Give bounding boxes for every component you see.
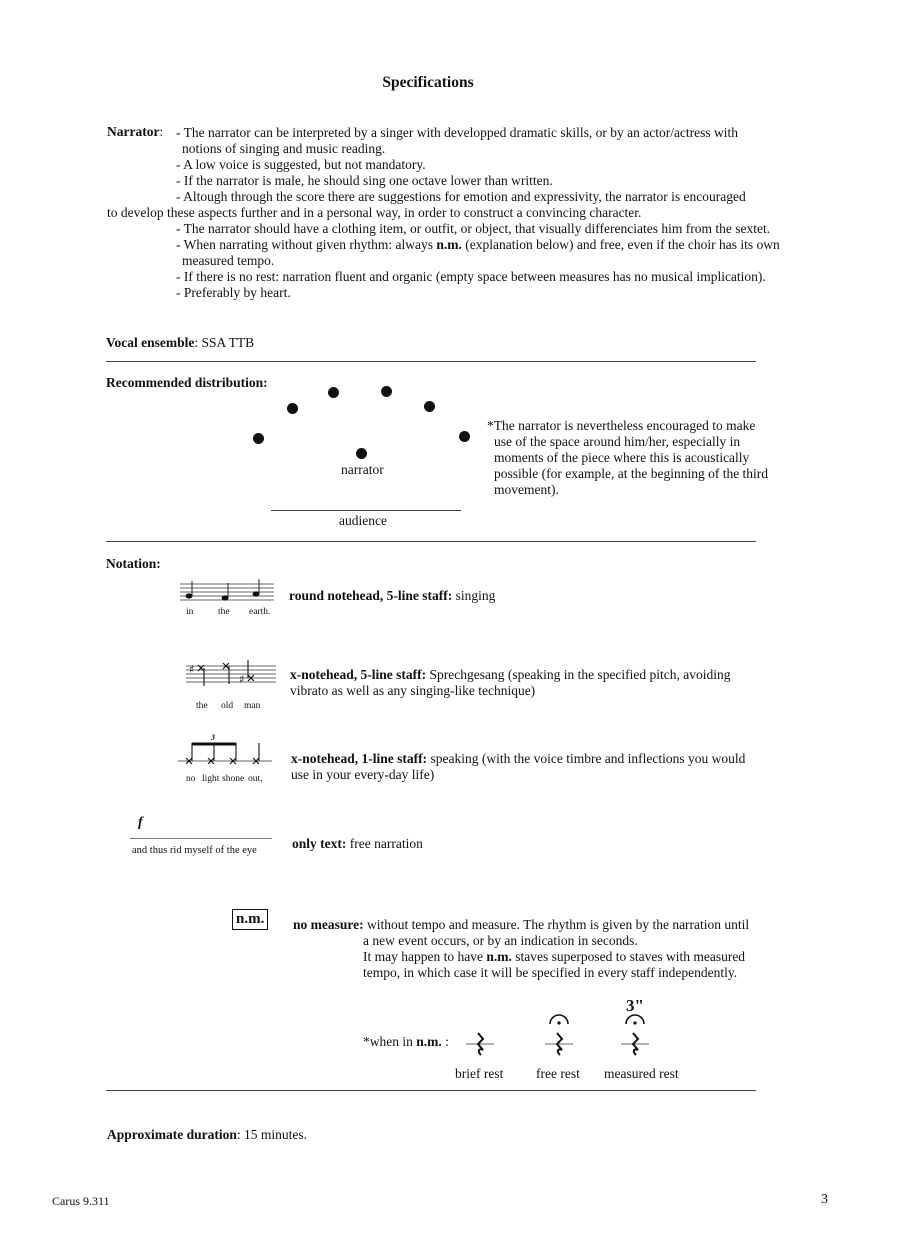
lyric-word: earth.: [249, 607, 271, 617]
no-measure-line-2: a new event occurs, or by an indication in seconds.: [363, 933, 638, 948]
singer-dot: [381, 386, 392, 397]
singer-dot: [253, 433, 264, 444]
lyric-word: old: [221, 701, 234, 711]
distribution-note-1: *The narrator is nevertheless encouraged to make: [487, 418, 756, 433]
notation-label: Notation:: [106, 556, 161, 571]
singer-dot: [328, 387, 339, 398]
narrator-line-8: - When narrating without given rhythm: always n.m. (explanation below) and free, even if the choir has its own: [176, 237, 780, 252]
divider-2: [106, 541, 756, 542]
page-title: Specifications: [382, 74, 474, 91]
narrator-line-10: - If there is no rest: narration fluent and organic (empty space between measures has no musical implication).: [176, 269, 766, 284]
notation-item-sprechgesang: x-notehead, 5-line staff: Sprechgesang (speaking in the specified pitch, avoiding: [290, 667, 731, 682]
singer-dot: [424, 401, 435, 412]
lyric-word: shone: [222, 774, 245, 784]
seconds-indication: 3": [626, 996, 644, 1015]
lyric-word: in: [186, 607, 194, 617]
svg-text:♯: ♯: [239, 673, 245, 686]
narrator-line-9: measured tempo.: [182, 253, 275, 268]
notation-item-speaking: x-notehead, 1-line staff: speaking (with the voice timbre and inflections you would: [291, 751, 746, 766]
dynamic-forte-mark: f: [138, 815, 143, 830]
vocal-ensemble: Vocal ensemble: SSA TTB: [106, 335, 255, 350]
audience-label: audience: [339, 513, 387, 528]
footer-catalog-number: Carus 9.311: [52, 1194, 110, 1208]
singer-dot: [459, 431, 470, 442]
narrator-line-11: - Preferably by heart.: [176, 285, 291, 300]
rest-label-measured: measured rest: [604, 1066, 679, 1081]
distribution-note-2: use of the space around him/her, especially in: [494, 434, 741, 449]
distribution-note-3: moments of the piece where this is acoustically: [494, 450, 750, 465]
narrator-position-label: narrator: [341, 462, 384, 477]
narration-line: [130, 838, 272, 839]
lyric-word: light: [202, 774, 220, 784]
narrator-line-7: - The narrator should have a clothing item, or outfit, or object, that visually differenciates him from the sextet.: [176, 221, 771, 236]
svg-text:♯: ♯: [189, 663, 195, 676]
narrator-line-1: - The narrator can be interpreted by a singer with developped dramatic skills, or by an actor/actress with: [176, 125, 739, 140]
x-notehead-single-line-icon: [178, 740, 274, 766]
singer-dot: [287, 403, 298, 414]
lyric-word: no: [186, 774, 196, 784]
narrator-line-6: to develop these aspects further and in a personal way, in order to construct a convincing character.: [107, 205, 642, 220]
notation-item-only-text: only text: free narration: [292, 836, 423, 851]
notation-item-sprechgesang-cont: vibrato as well as any singing-like technique): [290, 683, 536, 698]
distribution-note-4: possible (for example, at the beginning of the third: [494, 466, 769, 481]
page-number: 3: [821, 1192, 828, 1207]
distribution-note-5: movement).: [494, 482, 559, 497]
tuplet-number: 3: [211, 733, 215, 742]
lyric-word: the: [218, 607, 230, 617]
distribution-label: Recommended distribution:: [106, 375, 268, 390]
lyric-word: man: [244, 701, 261, 711]
narrator-line-4: - If the narrator is male, he should sing one octave lower than written.: [176, 173, 553, 188]
narration-sample: and thus rid myself of the eye: [132, 845, 257, 856]
lyric-word: out,: [248, 774, 263, 784]
narrator-label: Narrator:: [107, 124, 164, 139]
no-measure-line-3: It may happen to have n.m. staves superposed to staves with measured: [363, 949, 746, 964]
lyric-word: the: [196, 701, 208, 711]
narrator-line-5: - Altough through the score there are suggestions for emotion and expressivity, the narrator is encouraged: [176, 189, 746, 204]
free-rest-fermata-icon: [543, 1014, 575, 1062]
brief-rest-icon: [466, 1030, 496, 1060]
x-notehead-staff-icon: [186, 662, 278, 690]
narrator-line-2: notions of singing and music reading.: [182, 141, 386, 156]
audience-line: [271, 510, 461, 511]
when-in-nm: *when in n.m. :: [363, 1034, 449, 1049]
no-measure-line-4: tempo, in which case it will be specified in every staff independently.: [363, 965, 738, 980]
round-notehead-staff-icon: [180, 580, 276, 606]
rest-label-free: free rest: [536, 1066, 580, 1081]
rest-label-brief: brief rest: [455, 1066, 504, 1081]
narrator-dot: [356, 448, 367, 459]
notation-item-round: round notehead, 5-line staff: singing: [289, 588, 496, 603]
measured-rest-fermata-icon: [619, 1014, 651, 1062]
divider-3: [106, 1090, 756, 1091]
notation-item-speaking-cont: use in your every-day life): [291, 767, 435, 782]
divider-1: [106, 361, 756, 362]
narrator-line-3: - A low voice is suggested, but not mandatory.: [176, 157, 426, 172]
approximate-duration: Approximate duration: 15 minutes.: [107, 1127, 308, 1142]
nm-box: n.m.: [232, 909, 268, 930]
no-measure-line-1: no measure: without tempo and measure. The rhythm is given by the narration until: [293, 917, 750, 932]
